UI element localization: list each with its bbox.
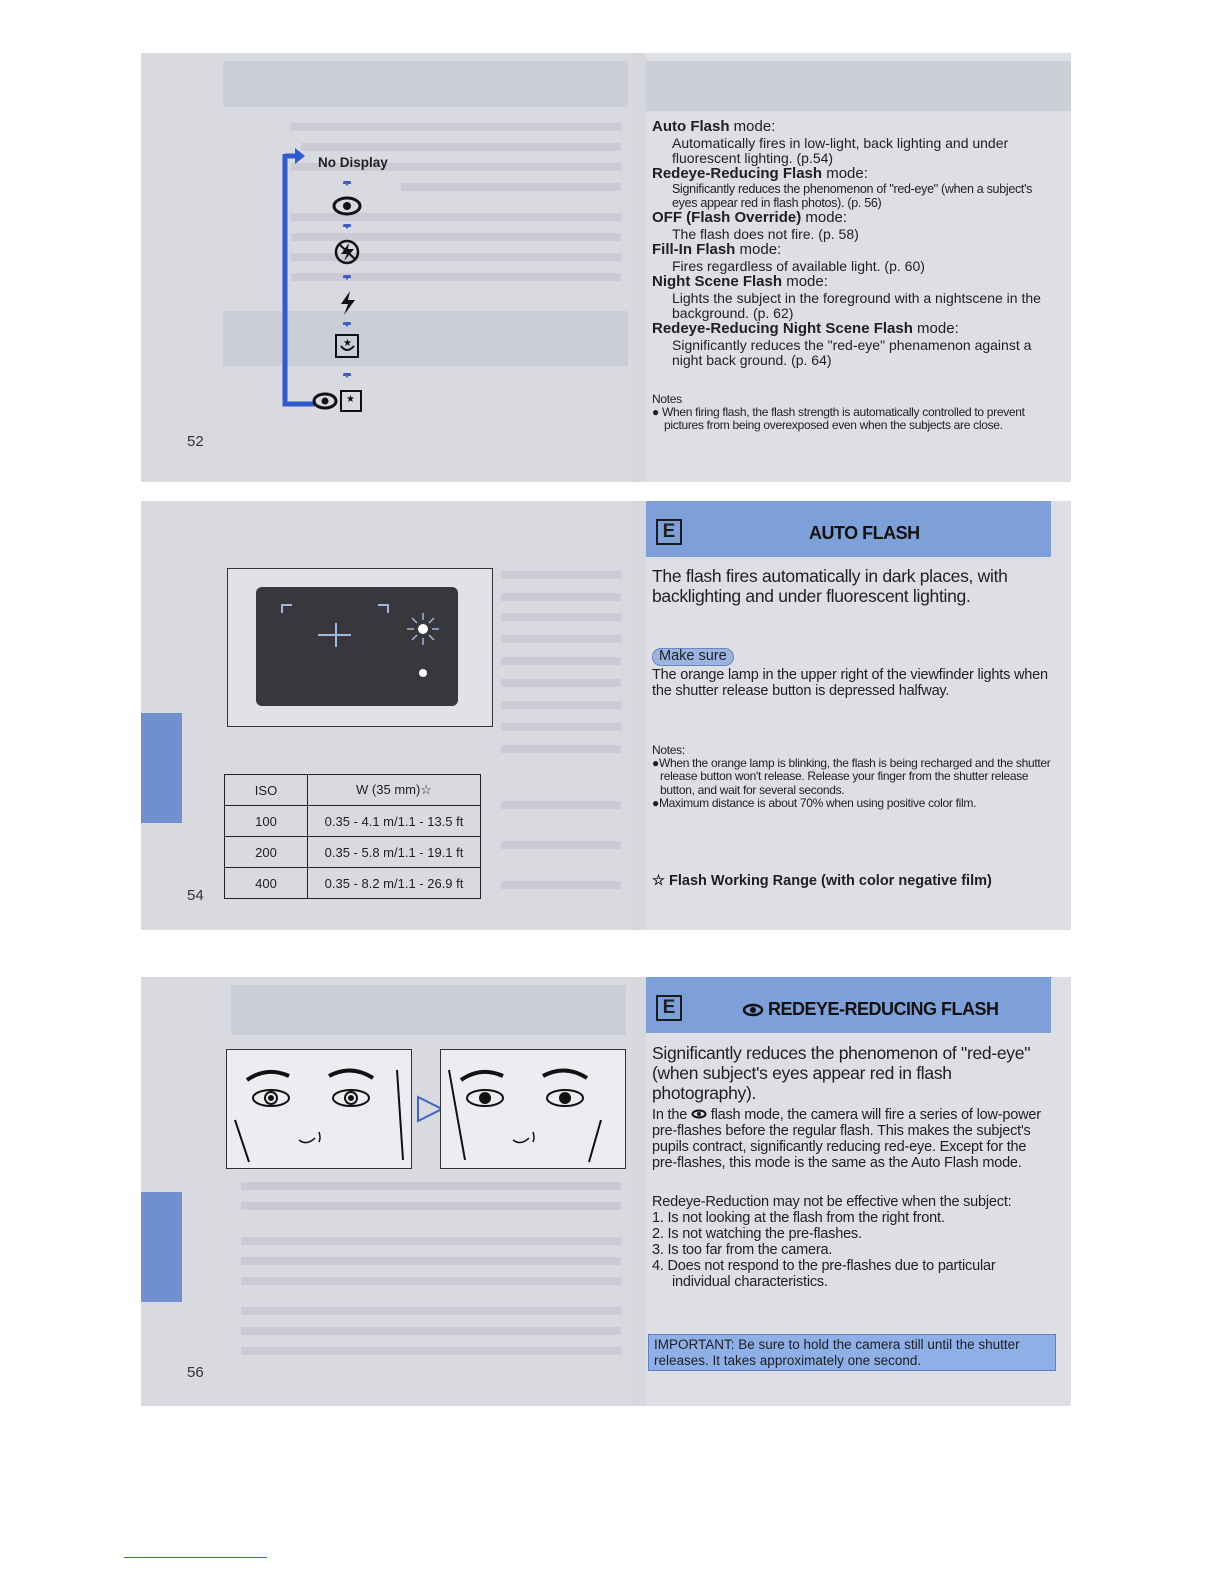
manual-spread-3	[141, 977, 1071, 1406]
page-number: 54	[187, 887, 204, 904]
table-cell: 0.35 - 8.2 m/1.1 - 26.9 ft	[308, 868, 481, 899]
left-page	[141, 501, 633, 930]
left-page	[141, 53, 633, 482]
manual-spread-1	[141, 53, 1071, 482]
redeye-icon	[691, 1109, 707, 1119]
flash-mode-cycle-diagram	[271, 148, 541, 423]
mode-item: OFF (Flash Override) mode: The flash does not fire. (p. 58)	[652, 209, 859, 242]
notes-section: Notes: ●When the orange lamp is blinking, the flash is being recharged and the shutter release button won't release. Release your finger from the shutter release button, and wait for several seconds. ●Maximum distance is about 70% when using positive color film.	[652, 743, 1051, 810]
night-scene-icon	[336, 335, 358, 357]
table-cell: 0.35 - 4.1 m/1.1 - 13.5 ft	[308, 806, 481, 837]
bleed-through-header	[231, 985, 626, 1035]
table-row	[225, 868, 481, 899]
left-page	[141, 977, 633, 1406]
flash-off-icon	[336, 241, 358, 263]
list-item: 1. Is not looking at the flash from the right front.	[652, 1209, 945, 1226]
right-page	[646, 977, 1071, 1406]
table-header: W (35 mm)☆	[308, 775, 481, 806]
table-row	[225, 806, 481, 837]
english-language-tag: E	[656, 519, 682, 545]
notes-section: Notes ● When firing flash, the flash strength is automatically controlled to prevent pictures from being overexposed even when the subjects are close.	[652, 393, 1052, 433]
lead-paragraph: Significantly reduces the phenomenon of "red-eye" (when subject's eyes appear red in flash photography).	[652, 1043, 1031, 1103]
mode-item: Auto Flash mode: Automatically fires in low-light, back lighting and under fluorescent lighting. (p.54)	[652, 118, 1009, 166]
bleed-through-header	[646, 61, 1071, 111]
important-notice: IMPORTANT: Be sure to hold the camera still until the shutter releases. It takes approximately one second.	[648, 1334, 1056, 1371]
list-item: 4. Does not respond to the pre-flashes due to particular individual characteristics.	[652, 1257, 996, 1290]
bleed-through-header	[223, 61, 628, 107]
note-item: When the orange lamp is blinking, the flash is being recharged and the shutter release button won't release. Release your finger from the shutter release button, and wait for several seconds.	[658, 756, 1051, 797]
english-language-tag: E	[656, 995, 682, 1021]
section-header	[646, 977, 1051, 1033]
notes-title: Notes:	[652, 743, 685, 757]
no-display-label: No Display	[318, 155, 388, 170]
flash-range-caption: ☆ Flash Working Range (with color negative film)	[652, 873, 992, 889]
table-header-row	[225, 775, 481, 806]
page-number: 52	[187, 433, 204, 450]
section-tab	[141, 713, 182, 823]
section-title: AUTO FLASH	[809, 523, 920, 543]
notes-title: Notes	[652, 392, 682, 406]
footnote-rule	[124, 1557, 267, 1558]
right-page	[646, 501, 1071, 930]
make-sure-section	[652, 647, 1052, 700]
table-row	[225, 837, 481, 868]
green-lamp-icon	[419, 669, 427, 677]
svg-text:★: ★	[343, 338, 352, 349]
eyes-before-illustration	[226, 1049, 412, 1169]
redeye-icon	[334, 198, 360, 214]
eyes-after-illustration	[440, 1049, 626, 1169]
flash-range-table	[224, 774, 481, 899]
list-item: 2. Is not watching the pre-flashes.	[652, 1225, 862, 1242]
svg-text:★: ★	[346, 394, 355, 405]
make-sure-text: The orange lamp in the upper right of the viewfinder lights when the shutter release button is depressed halfway.	[652, 666, 1048, 699]
right-page	[646, 53, 1071, 482]
fill-flash-icon	[341, 291, 355, 315]
orange-lamp-icon	[407, 613, 439, 645]
make-sure-badge: Make sure	[652, 648, 734, 666]
mode-item: Fill-In Flash mode: Fires regardless of available light. (p. 60)	[652, 241, 925, 274]
section-tab	[141, 1192, 182, 1302]
manual-spread-2	[141, 501, 1071, 930]
mode-item: Redeye-Reducing Night Scene Flash mode: Significantly reduces the "red-eye" phenamenon against a night back ground. (p. 64)	[652, 320, 1032, 369]
redeye-icon	[742, 1003, 764, 1022]
section-title: REDEYE-REDUCING FLASH	[768, 999, 999, 1019]
table-cell: 400	[225, 868, 308, 899]
description-paragraph: In the flash mode, the camera will fire a series of low-power pre-flashes before the regular flash. This makes the subject's pupils contract, significantly reducing red-eye. Except for the pre-flashes, this mode is the same as the Auto Flash mode.	[652, 1107, 1041, 1171]
table-cell: 0.35 - 5.8 m/1.1 - 19.1 ft	[308, 837, 481, 868]
flash-modes-list	[652, 119, 1052, 369]
conditions-section	[652, 1195, 1052, 1291]
mode-item: Redeye-Reducing Flash mode: Significantly reduces the phenomenon of "red-eye" (when a subject's eyes appear red in flash photos). (p. 56)	[652, 165, 1033, 210]
lead-paragraph: The flash fires automatically in dark places, with backlighting and under fluorescent lighting.	[652, 566, 1008, 606]
note-item: When firing flash, the flash strength is automatically controlled to prevent pictures from being overexposed even when the subjects are close.	[661, 405, 1025, 433]
mode-item: Night Scene Flash mode: Lights the subject in the foreground with a nightscene in the background. (p. 62)	[652, 273, 1041, 321]
table-cell: 100	[225, 806, 308, 837]
page-number: 56	[187, 1364, 204, 1381]
conditions-intro: Redeye-Reduction may not be effective when the subject:	[652, 1194, 1012, 1210]
list-item: 3. Is too far from the camera.	[652, 1241, 833, 1258]
table-cell: 200	[225, 837, 308, 868]
note-item: Maximum distance is about 70% when using positive color film.	[658, 795, 977, 810]
viewfinder-frame	[256, 587, 458, 706]
redeye-night-scene-icon	[314, 391, 361, 411]
section-header	[646, 501, 1051, 557]
table-header: ISO	[225, 775, 308, 806]
viewfinder-illustration	[227, 568, 493, 727]
